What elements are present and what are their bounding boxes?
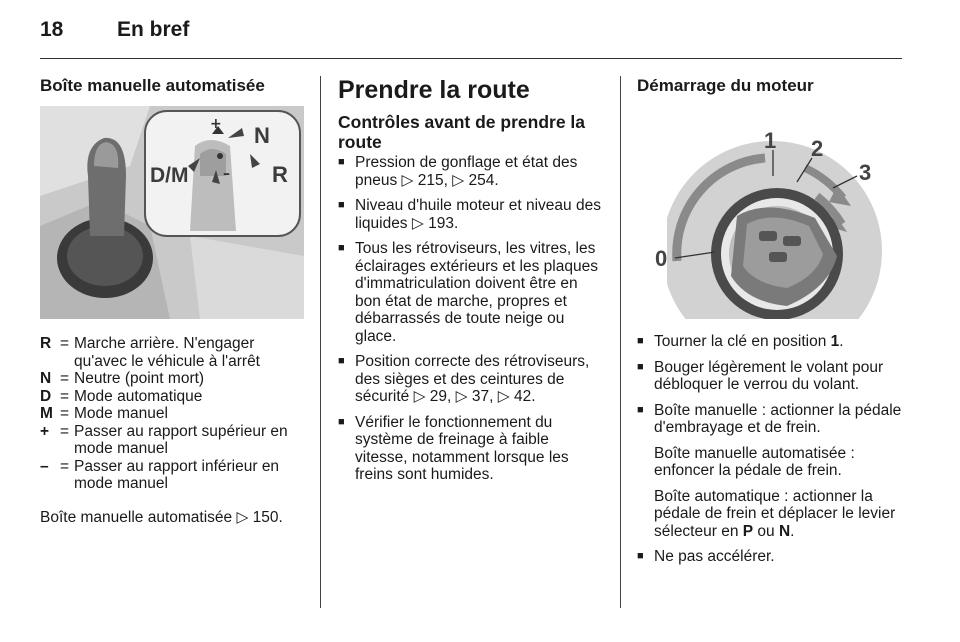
ignition-key-illustration <box>637 106 905 319</box>
column-divider <box>320 76 321 608</box>
gear-lever-illustration <box>40 106 304 319</box>
list-item: ■ Tourner la clé en position 1. <box>637 333 905 351</box>
gear-lever-figure <box>40 106 304 319</box>
page-number: 18 <box>40 18 64 41</box>
legend-row: – = Passer au rapport inférieur en mode manuel <box>40 457 280 492</box>
section-heading: Boîte manuelle automatisée <box>40 76 265 95</box>
subsection-title: Contrôles avant de prendre la route <box>338 112 586 152</box>
key-position-3: 3 <box>859 160 872 185</box>
column-gearbox <box>40 76 304 527</box>
column-divider <box>620 76 621 608</box>
checklist <box>338 154 604 484</box>
list-item: ■ Ne pas accélérer. <box>637 548 905 566</box>
list-item: ■ Niveau d'huile moteur et niveau des liquides ▷ 193. <box>338 197 604 232</box>
column-driving <box>338 76 604 492</box>
ignition-figure <box>637 106 905 319</box>
list-item: ■ Bouger légèrement le volant pour débloquer le verrou du volant. <box>637 359 905 394</box>
list-item: ■ Vérifier le fonctionnement du système de freinage à faible vitesse, notamment lorsque les freins sont humides. <box>338 414 604 484</box>
section-title: Prendre la route <box>338 76 530 104</box>
legend-row: N = Neutre (point mort) <box>40 370 205 387</box>
legend-row: D = Mode automatique <box>40 387 203 405</box>
shift-label-n: N <box>254 123 270 148</box>
key-position-1: 1 <box>764 128 777 153</box>
list-item: ■ Boîte manuelle : actionner la pédale d'embrayage et de frein. Boîte manuelle automatisée : enfoncer la pédale de frein. Boîte automatique : actionner la pédale de frein et déplacer le levier sélecteur en P ou N. <box>637 402 905 541</box>
chapter-title: En bref <box>117 18 190 41</box>
legend-row: R = Marche arrière. N'engager qu'avec le véhicule à l'arrêt <box>40 335 260 370</box>
legend-row: + = Passer au rapport supérieur en mode manuel <box>40 422 288 457</box>
key-position-0: 0 <box>655 246 668 271</box>
legend-list <box>40 335 304 493</box>
page-header <box>40 18 189 48</box>
shift-label-dm: D/M <box>150 164 189 187</box>
list-item: ■ Tous les rétroviseurs, les vitres, les éclairages extérieurs et les plaques d'immatriculation doivent être en bon état de marche, propres et débarrassés de toute neige ou glace. <box>338 240 604 345</box>
start-steps <box>637 333 905 566</box>
header-rule <box>40 58 902 59</box>
key-position-2: 2 <box>811 136 824 161</box>
svg-text:–: – <box>223 166 230 182</box>
section-heading: Démarrage du moteur <box>637 76 814 95</box>
shift-label-r: R <box>272 162 288 187</box>
legend-row: M = Mode manuel <box>40 405 168 422</box>
page-reference: Boîte manuelle automatisée ▷ 150. <box>40 508 283 526</box>
list-item: ■ Pression de gonflage et état des pneus ▷ 215, ▷ 254. <box>338 154 604 189</box>
svg-text:+: + <box>210 116 222 132</box>
column-engine-start <box>637 76 905 574</box>
list-item: ■ Position correcte des rétroviseurs, des sièges et des ceintures de sécurité ▷ 29, ▷ 37, ▷ 42. <box>338 353 604 406</box>
